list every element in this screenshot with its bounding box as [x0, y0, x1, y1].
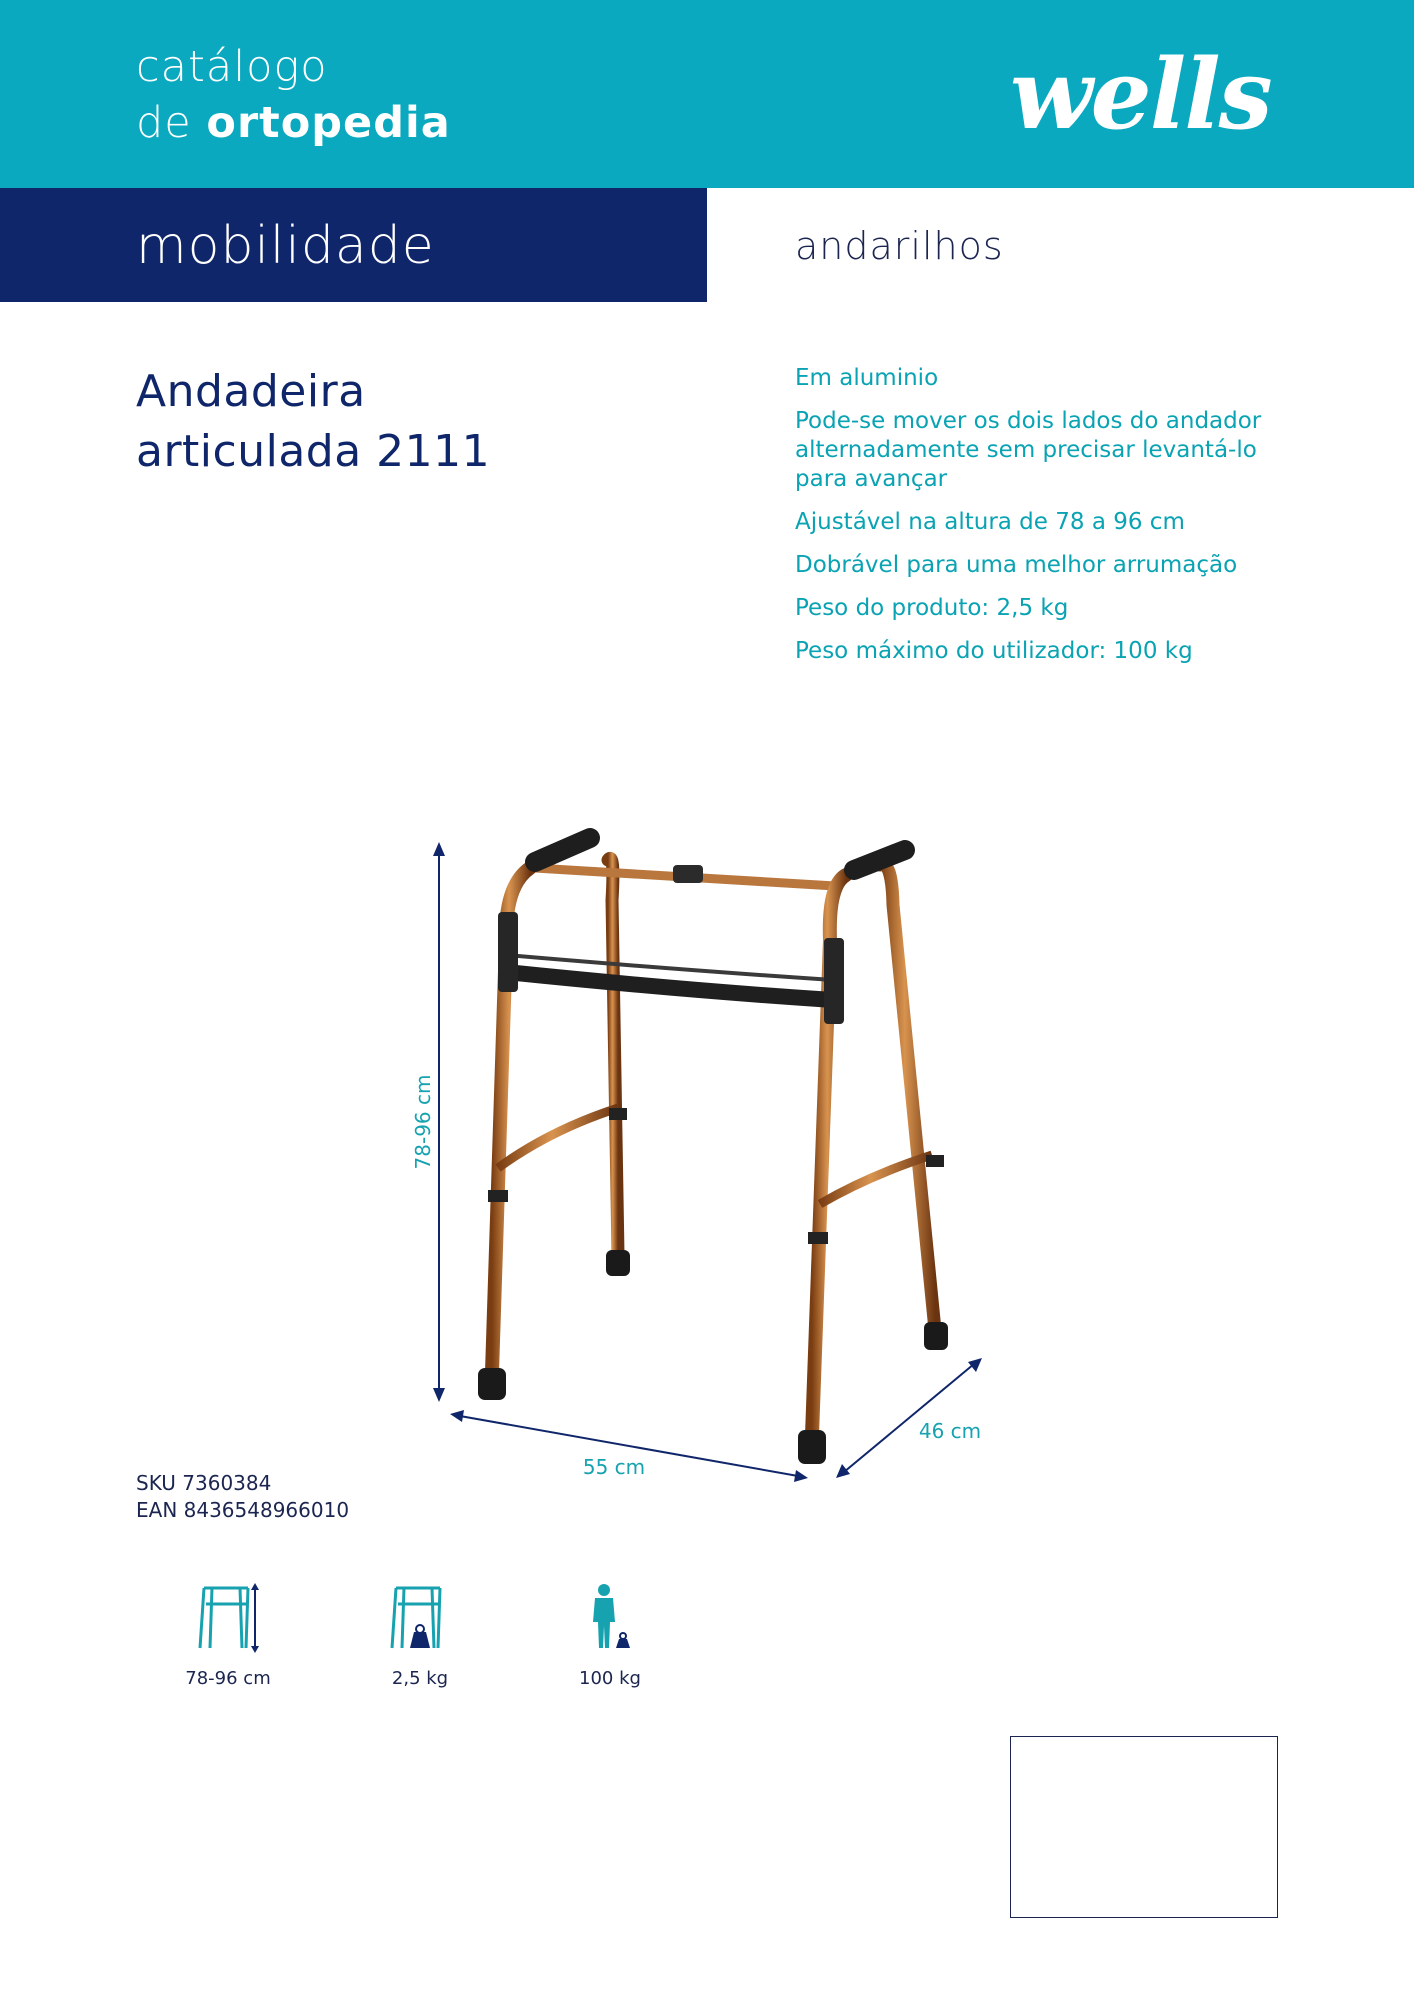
wells-logo: wells: [1010, 38, 1271, 151]
feature-item: Ajustável na altura de 78 a 96 cm: [795, 509, 1185, 535]
depth-dimension-label: 46 cm: [918, 1419, 982, 1443]
walker-product-image: [380, 790, 1000, 1490]
feature-list: [795, 364, 1315, 680]
ean-code: EAN 8436548966010: [136, 1498, 350, 1522]
product-title: [136, 362, 696, 482]
spec-weight-value: 2,5 kg: [391, 1668, 449, 1689]
catalog-title-bold: ortopedia: [206, 98, 451, 148]
user-max-weight-icon: [578, 1582, 642, 1654]
height-dimension-label: 78-96 cm: [411, 1074, 435, 1170]
feature-item: Dobrável para uma melhor arrumação: [795, 552, 1238, 578]
catalog-title-prefix: de: [136, 98, 192, 148]
feature-item: Pode-se mover os dois lados do andador alternadamente sem precisar levantá-lo para avançar: [795, 408, 1262, 492]
catalog-title-line2: [136, 98, 451, 148]
section-title: mobilidade: [136, 216, 435, 276]
sku-code: SKU 7360384: [136, 1471, 272, 1495]
spec-weight: [360, 1582, 480, 1689]
spec-height: [168, 1582, 288, 1689]
feature-item: Em aluminio: [795, 365, 939, 391]
subsection-title: andarilhos: [795, 224, 1004, 268]
product-title-line2: articulada 2111: [136, 426, 491, 477]
price-box: [1010, 1736, 1278, 1918]
product-title-line1: Andadeira: [136, 366, 366, 417]
catalog-title-line1: catálogo: [136, 42, 328, 92]
product-codes: [136, 1470, 349, 1524]
spec-max-weight: [550, 1582, 670, 1689]
spec-max-weight-value: 100 kg: [579, 1668, 641, 1689]
walker-height-icon: [196, 1582, 260, 1654]
walker-weight-icon: [388, 1582, 452, 1654]
width-dimension-label: 55 cm: [582, 1455, 646, 1479]
feature-item: Peso máximo do utilizador: 100 kg: [795, 638, 1193, 664]
spec-height-value: 78-96 cm: [185, 1668, 271, 1689]
feature-item: Peso do produto: 2,5 kg: [795, 595, 1069, 621]
